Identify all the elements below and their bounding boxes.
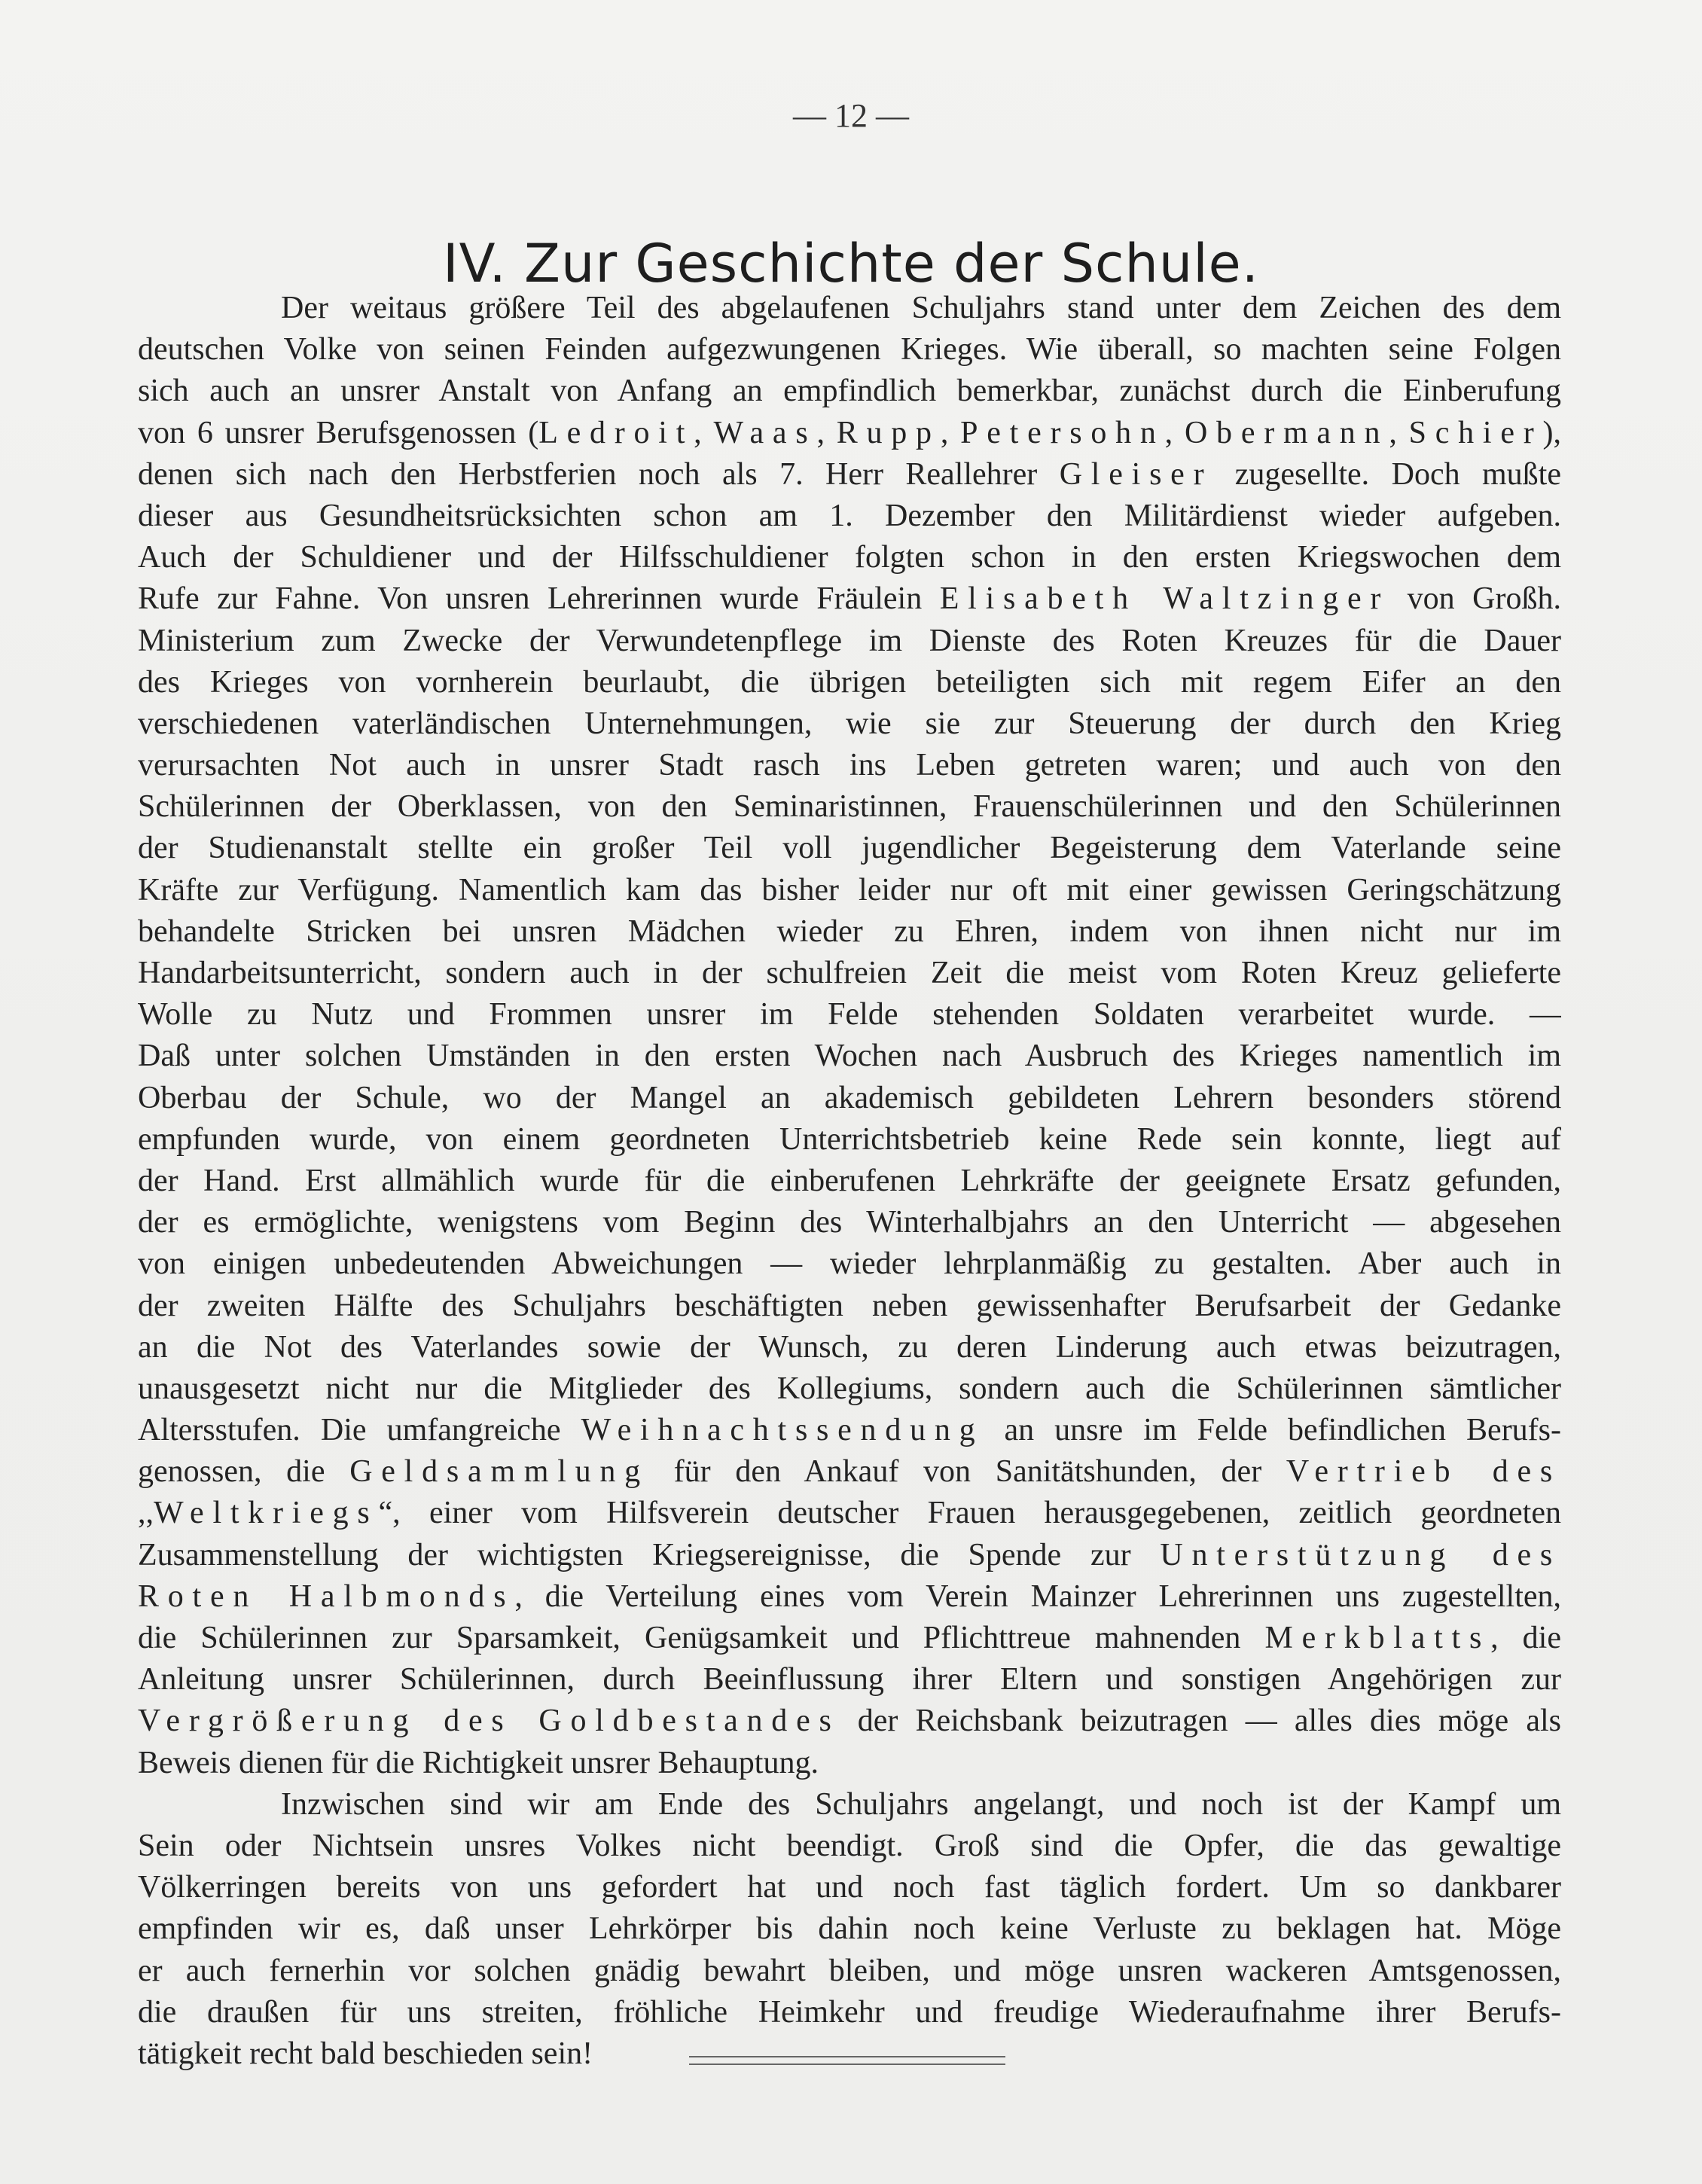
text-segment: Beweis dienen für die Richtigkeit unsrer Behauptung. <box>138 1745 819 1780</box>
text-segment: “, einer vom Hilfsverein deutscher Frauen herausgegebenen, zeitlich geordneten <box>378 1496 1561 1531</box>
text-line <box>138 1202 1561 1243</box>
text-segment: ), <box>1542 415 1561 450</box>
emphasized-text: Vergrößerung des Goldbestandes <box>138 1704 840 1739</box>
emphasized-text: Rupp <box>836 415 941 450</box>
text-line <box>138 1119 1561 1161</box>
text-line <box>138 1161 1561 1202</box>
text-segment: Schülerinnen der Oberklassen, von den Seminaristinnen, Frauenschülerinnen und den Schülerinnen <box>138 789 1561 825</box>
emphasized-text: Merkblatts <box>1264 1621 1491 1655</box>
emphasized-text: Vertrieb des <box>1286 1454 1561 1490</box>
text-segment: an die Not des Vaterlandes sowie der Wunsch, zu deren Linderung auch etwas beizutragen, <box>138 1329 1561 1365</box>
text-line <box>138 1784 1561 1826</box>
text-line <box>138 1286 1561 1327</box>
text-line <box>138 1368 1561 1410</box>
text-segment: , die Verteilung eines vom Verein Mainzer Lehrerinnen uns zugestellten, <box>514 1579 1561 1614</box>
text-line <box>138 1659 1561 1701</box>
text-segment: verursachten Not auch in unsrer Stadt rasch ins Leben getreten waren; und auch von den <box>138 748 1561 783</box>
text-segment: der Studienanstalt stellte ein großer Teil voll jugendlicher Begeisterung dem Vaterlande seine <box>138 831 1561 866</box>
text-segment: Altersstufen. Die umfangreiche <box>138 1413 581 1448</box>
emphasized-text: Obermann <box>1184 415 1389 450</box>
text-segment: von einigen unbedeutenden Abweichungen — wieder lehrplanmäßig zu gestalten. Aber auch in <box>138 1246 1561 1282</box>
text-line <box>138 745 1561 786</box>
text-segment: Ministerium zum Zwecke der Verwundetenpflege im Dienste des Roten Kreuzes für die Dauer <box>138 623 1561 658</box>
text-line <box>138 662 1561 703</box>
text-segment: Inzwischen sind wir am Ende des Schuljahrs angelangt, und noch ist der Kampf um <box>281 1786 1561 1822</box>
text-line <box>138 1535 1561 1576</box>
text-line <box>138 2033 1561 2075</box>
text-line <box>138 953 1561 994</box>
closing-double-rule <box>689 2056 1005 2065</box>
text-segment: genossen, die <box>138 1454 350 1490</box>
text-segment: empfinden wir es, daß unser Lehrkörper bis dahin noch keine Verluste zu beklagen hat. Möge <box>138 1911 1561 1947</box>
text-segment: , die <box>1490 1621 1561 1655</box>
text-segment: von Großh. <box>1389 581 1561 617</box>
text-segment: denen sich nach den Herbstferien noch als 7. Herr Reallehrer <box>138 456 1060 492</box>
section-heading: IV. Zur Geschichte der Schule. <box>443 232 1259 294</box>
text-line <box>138 911 1561 953</box>
text-segment: , <box>1389 415 1409 450</box>
text-line <box>138 1576 1561 1618</box>
body-text <box>138 288 1561 2075</box>
text-segment: der zweiten Hälfte des Schuljahrs beschäftigten neben gewissenhafter Berufsarbeit der Gedanke <box>138 1288 1561 1323</box>
emphasized-text: Schier <box>1408 415 1543 450</box>
emphasized-text: Roten Halbmonds <box>138 1579 515 1614</box>
text-segment: der es ermöglichte, wenigstens vom Beginn des Winterhalbjahrs an den Unterricht — abgesehen <box>138 1205 1561 1240</box>
text-segment: des Krieges von vornherein beurlaubt, die übrigen beteiligten sich mit regem Eifer an den <box>138 664 1561 700</box>
text-segment: Daß unter solchen Umständen in den ersten Wochen nach Ausbruch des Krieges namentlich im <box>138 1039 1561 1074</box>
emphasized-text: Waas <box>713 415 817 450</box>
text-segment: zugesellte. Doch mußte <box>1212 456 1561 492</box>
emphasized-text: Gleiser <box>1059 456 1213 492</box>
text-segment: der Reichsbank beizutragen — alles dies möge als <box>840 1704 1561 1739</box>
text-segment: von 6 unsrer Berufsgenossen ( <box>138 415 539 450</box>
text-segment: Wolle zu Nutz und Frommen unsrer im Felde stehenden Soldaten verarbeitet wurde. — <box>138 997 1561 1033</box>
text-line <box>138 621 1561 662</box>
text-line <box>138 1992 1561 2033</box>
text-segment: sich auch an unsrer Anstalt von Anfang an empfindlich bemerkbar, zunächst durch die Einberufung <box>138 374 1561 409</box>
text-line <box>138 1701 1561 1742</box>
text-line <box>138 454 1561 496</box>
text-segment: verschiedenen vaterländischen Unternehmungen, wie sie zur Steuerung der durch den Krieg <box>138 706 1561 741</box>
text-line <box>138 1078 1561 1119</box>
text-segment: Zusammenstellung der wichtigsten Kriegsereignisse, die Spende zur <box>138 1537 1161 1572</box>
text-segment: Anleitung unsrer Schülerinnen, durch Beeinflussung ihrer Eltern und sonstigen Angehörigen zur <box>138 1662 1561 1697</box>
emphasized-text: Ledroit <box>538 415 694 450</box>
text-segment: Handarbeitsunterricht, sondern auch in der schulfreien Zeit die meist vom Roten Kreuz gelieferte <box>138 956 1561 990</box>
text-segment: , <box>694 415 714 450</box>
text-line <box>138 1243 1561 1285</box>
text-segment: dieser aus Gesundheitsrücksichten schon am 1. Dezember den Militärdienst wieder aufgeben. <box>138 498 1561 533</box>
text-line <box>138 1327 1561 1368</box>
text-line <box>138 786 1561 828</box>
text-line <box>138 1908 1561 1950</box>
text-segment: Völkerringen bereits von uns gefordert hat und noch fast täglich fordert. Um so dankbarer <box>138 1870 1561 1905</box>
emphasized-text: Unterstützung des <box>1160 1537 1561 1572</box>
text-line <box>138 329 1561 371</box>
text-line <box>138 703 1561 745</box>
emphasized-text: Petersohn <box>960 415 1165 450</box>
text-line <box>138 1451 1561 1493</box>
text-segment: Kräfte zur Verfügung. Namentlich kam das bisher leider nur oft mit einer gewissen Geringschätzung <box>138 872 1561 907</box>
text-line <box>138 1410 1561 1451</box>
text-segment: die draußen für uns streiten, fröhliche Heimkehr und freudige Wiederaufnahme ihrer Berufs- <box>138 1994 1561 2030</box>
text-line <box>138 1036 1561 1077</box>
text-line <box>138 413 1561 454</box>
text-segment: Der weitaus größere Teil des abgelaufenen Schuljahrs stand unter dem Zeichen des dem <box>281 291 1561 325</box>
text-line <box>138 288 1561 329</box>
text-segment: für den Ankauf von Sanitätshunden, der <box>648 1454 1286 1490</box>
text-line <box>138 1951 1561 1992</box>
text-line <box>138 1826 1561 1867</box>
text-segment: , <box>816 415 837 450</box>
text-line <box>138 496 1561 537</box>
text-line <box>138 1493 1561 1534</box>
text-line <box>138 537 1561 578</box>
text-segment: Sein oder Nichtsein unsres Volkes nicht beendigt. Groß sind die Opfer, die das gewaltige <box>138 1828 1561 1863</box>
emphasized-text: Weltkriegs <box>154 1496 379 1531</box>
text-segment: an unsre im Felde befindlichen Berufs- <box>984 1413 1561 1448</box>
text-segment: Auch der Schuldiener und der Hilfsschuldiener folgten schon in den ersten Kriegswochen dem <box>138 540 1561 575</box>
text-segment: empfunden wurde, von einem geordneten Unterrichtsbetrieb keine Rede sein konnte, liegt auf <box>138 1121 1561 1157</box>
text-segment: tätigkeit recht bald beschieden sein! <box>138 2036 593 2071</box>
text-line <box>138 828 1561 869</box>
emphasized-text: Weihnachtssendung <box>581 1413 984 1448</box>
text-segment: Oberbau der Schule, wo der Mangel an akademisch gebildeten Lehrern besonders störend <box>138 1080 1561 1115</box>
page-number: — 12 — <box>793 97 909 134</box>
text-line <box>138 371 1561 412</box>
text-segment: Rufe zur Fahne. Von unsren Lehrerinnen wurde Fräulein <box>138 581 940 617</box>
text-segment: der Hand. Erst allmählich wurde für die einberufenen Lehrkräfte der geeignete Ersatz gefunden, <box>138 1163 1561 1198</box>
text-line <box>138 1618 1561 1659</box>
text-segment: , <box>1164 415 1185 450</box>
text-segment: die Schülerinnen zur Sparsamkeit, Genügsamkeit und Pflichttreue mahnenden <box>138 1621 1265 1655</box>
text-segment: er auch fernerhin vor solchen gnädig bewahrt bleiben, und möge unsren wackeren Amtsgenossen, <box>138 1953 1561 1988</box>
text-line <box>138 994 1561 1036</box>
emphasized-text: Geldsammlung <box>349 1454 649 1490</box>
text-segment: behandelte Stricken bei unsren Mädchen wieder zu Ehren, indem von ihnen nicht nur im <box>138 914 1561 949</box>
text-segment: unausgesetzt nicht nur die Mitglieder des Kollegiums, sondern auch die Schülerinnen sämtlicher <box>138 1371 1561 1406</box>
text-line <box>138 870 1561 911</box>
text-line <box>138 578 1561 620</box>
text-segment: deutschen Volke von seinen Feinden aufgezwungenen Krieges. Wie überall, so machten seine Folgen <box>138 332 1561 368</box>
text-line <box>138 1867 1561 1908</box>
emphasized-text: Elisabeth Waltzinger <box>939 581 1390 617</box>
text-line <box>138 1743 1561 1784</box>
text-segment: ,, <box>138 1496 154 1531</box>
text-segment: , <box>940 415 961 450</box>
